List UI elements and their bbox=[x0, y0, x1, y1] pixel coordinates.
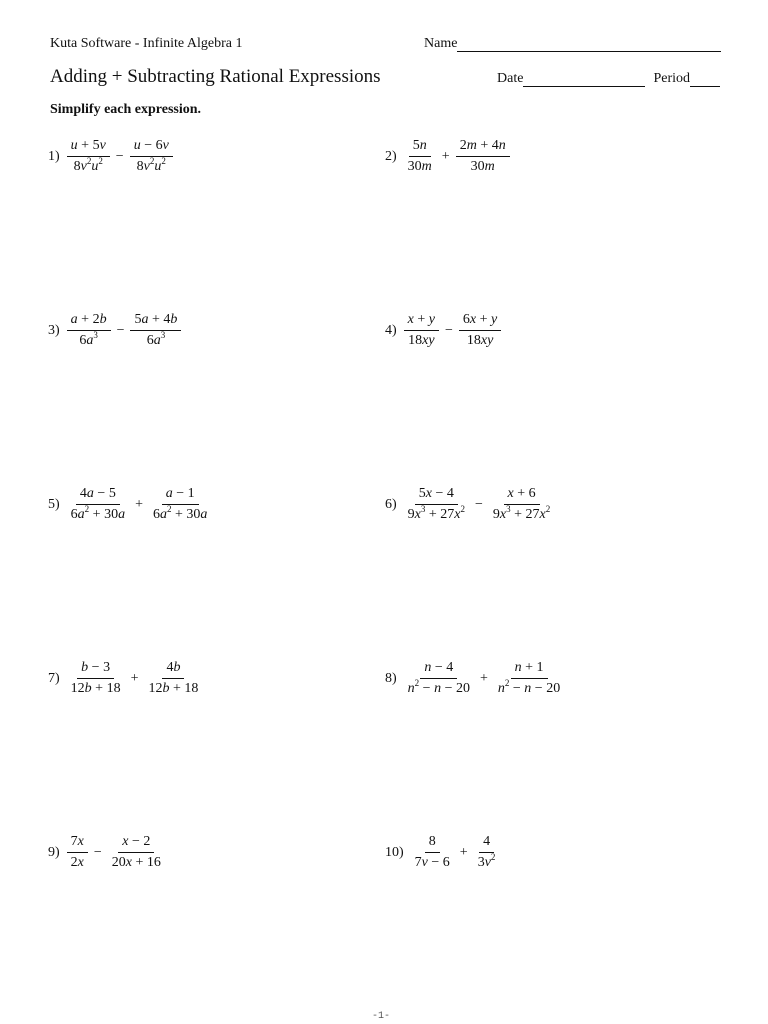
numerator: u − 6v bbox=[130, 138, 173, 157]
period-label: Period bbox=[653, 71, 690, 86]
numerator: 4a − 5 bbox=[76, 486, 120, 505]
period-blank[interactable] bbox=[690, 72, 720, 87]
denominator: 18xy bbox=[466, 333, 494, 348]
operator: − bbox=[475, 496, 483, 512]
problem-number: 10) bbox=[385, 844, 404, 860]
operator: + bbox=[441, 148, 450, 164]
problem-6 bbox=[385, 486, 555, 523]
operator: + bbox=[135, 496, 143, 512]
left-fraction bbox=[411, 834, 454, 871]
left-fraction bbox=[67, 138, 110, 175]
problem-number: 1) bbox=[48, 148, 60, 164]
date-period-fields bbox=[497, 71, 720, 87]
numerator: a − 1 bbox=[162, 486, 199, 505]
numerator: 8 bbox=[425, 834, 440, 853]
problem-number: 5) bbox=[48, 496, 60, 512]
left-fraction bbox=[67, 486, 129, 523]
denominator: $8v^2u^2$ bbox=[136, 156, 166, 174]
name-blank[interactable] bbox=[457, 37, 721, 52]
left-fraction bbox=[67, 834, 88, 871]
denominator: $3v^2$ bbox=[477, 852, 496, 870]
problem-number: 2) bbox=[385, 148, 397, 164]
numerator: 6x + y bbox=[459, 312, 501, 331]
right-fraction bbox=[144, 660, 202, 697]
denominator: 30m bbox=[407, 159, 432, 174]
date-label: Date bbox=[497, 71, 524, 86]
instructions: Simplify each expression. bbox=[50, 102, 202, 117]
problem-number: 9) bbox=[48, 844, 60, 860]
denominator: $6a^3$ bbox=[146, 330, 166, 348]
right-fraction bbox=[130, 138, 173, 175]
left-fraction bbox=[404, 312, 439, 349]
problem-8 bbox=[385, 660, 565, 697]
denominator: $9x^3 + 27x^2$ bbox=[407, 504, 466, 522]
problem-number: 8) bbox=[385, 670, 397, 686]
denominator: 2x bbox=[70, 855, 84, 870]
problem-number: 4) bbox=[385, 322, 397, 338]
numerator: x + y bbox=[404, 312, 439, 331]
right-fraction bbox=[456, 138, 510, 175]
denominator: 20x + 16 bbox=[111, 855, 161, 870]
problem-1 bbox=[48, 138, 174, 175]
numerator: u + 5v bbox=[67, 138, 110, 157]
publisher-label: Kuta Software - Infinite Algebra 1 bbox=[50, 36, 243, 51]
numerator: 2m + 4n bbox=[456, 138, 510, 157]
left-fraction bbox=[404, 138, 436, 175]
right-fraction bbox=[494, 660, 564, 697]
problem-number: 6) bbox=[385, 496, 397, 512]
operator: − bbox=[93, 844, 102, 860]
denominator: $6a^2 + 30a$ bbox=[152, 504, 208, 522]
problem-number: 7) bbox=[48, 670, 60, 686]
problem-3 bbox=[48, 312, 182, 349]
numerator: x + 6 bbox=[504, 486, 540, 505]
name-field[interactable] bbox=[424, 36, 721, 52]
left-fraction bbox=[404, 660, 474, 697]
numerator: 7x bbox=[67, 834, 88, 853]
numerator: 4b bbox=[162, 660, 184, 679]
left-fraction bbox=[67, 312, 111, 349]
denominator: $6a^2 + 30a$ bbox=[70, 504, 126, 522]
date-blank[interactable] bbox=[523, 72, 645, 87]
problem-10 bbox=[385, 834, 500, 871]
right-fraction bbox=[489, 486, 554, 523]
left-fraction bbox=[404, 486, 469, 523]
left-fraction bbox=[67, 660, 125, 697]
problem-5 bbox=[48, 486, 212, 523]
numerator: 4 bbox=[479, 834, 494, 853]
right-fraction bbox=[108, 834, 165, 871]
denominator: 30m bbox=[470, 159, 495, 174]
problem-4 bbox=[385, 312, 502, 349]
numerator: a + 2b bbox=[67, 312, 111, 331]
numerator: b − 3 bbox=[77, 660, 114, 679]
numerator: n + 1 bbox=[511, 660, 548, 679]
denominator: 12b + 18 bbox=[148, 681, 199, 696]
problem-7 bbox=[48, 660, 203, 697]
worksheet-title: Adding + Subtracting Rational Expressions bbox=[50, 66, 381, 87]
denominator: 12b + 18 bbox=[70, 681, 121, 696]
denominator: $n^2 - n - 20$ bbox=[497, 678, 561, 696]
numerator: x − 2 bbox=[118, 834, 154, 853]
numerator: 5x − 4 bbox=[415, 486, 458, 505]
numerator: 5n bbox=[409, 138, 431, 157]
right-fraction bbox=[149, 486, 211, 523]
problem-9 bbox=[48, 834, 166, 871]
denominator: $8v^2u^2$ bbox=[73, 156, 103, 174]
denominator: $9x^3 + 27x^2$ bbox=[492, 504, 551, 522]
operator: + bbox=[479, 670, 488, 686]
problem-2 bbox=[385, 138, 511, 175]
denominator: 7v − 6 bbox=[414, 855, 450, 870]
right-fraction bbox=[459, 312, 501, 349]
operator: − bbox=[445, 322, 453, 338]
operator: + bbox=[459, 844, 468, 860]
operator: + bbox=[130, 670, 139, 686]
operator: − bbox=[115, 148, 124, 164]
right-fraction bbox=[474, 834, 500, 871]
page-number: -1- bbox=[372, 1011, 391, 1022]
problem-number: 3) bbox=[48, 322, 60, 338]
name-label: Name bbox=[424, 36, 458, 51]
numerator: 5a + 4b bbox=[130, 312, 181, 331]
numerator: n − 4 bbox=[420, 660, 457, 679]
denominator: $n^2 - n - 20$ bbox=[407, 678, 470, 696]
right-fraction bbox=[130, 312, 181, 349]
operator: − bbox=[116, 322, 125, 338]
denominator: 18xy bbox=[408, 333, 435, 348]
denominator: $6a^3$ bbox=[79, 330, 98, 348]
